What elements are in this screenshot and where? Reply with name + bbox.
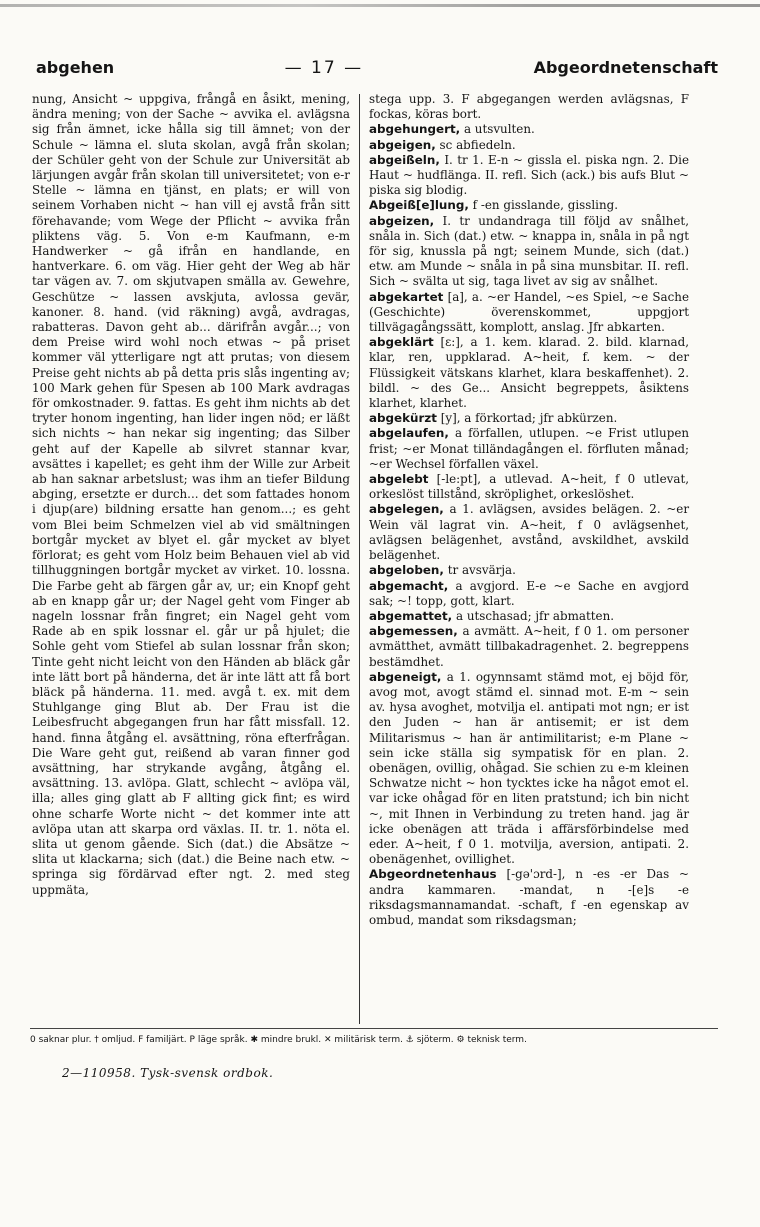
dictionary-entry: abgeneigt, a 1. ogynnsamt stämd mot, ej böjd för, avog mot, avogt stämd el. sinnad mot. E-m ~ sein av. hysa avoghet, motvilja el. antipati mot ngn; er ist den Juden ~ han är antisemit; er ist dem Militarismus ~ han är antimilitarist; e-m Plane ~ sein icke ställa sig sympatisk för en plan. 2. obenägen, ovillig, ohågad. Sie schien zu e-m kleinen Schwatze nicht ~ hon tycktes icke ha något emot el. var icke ohågad för en liten pratstund; ich bin nicht ~, mit Ihnen in Verbindung zu treten hand. jag är icke obenägen att träda i affärsförbindelse med eder. A~heit, f 0 1. motvilja, aversion, antipati. 2. obenägenhet, ovillighet. [369, 669, 689, 867]
header-right-entry: Abgeordnetenschaft [533, 58, 718, 77]
printer-imprint: 2—110958. Tysk-svensk ordbok. [62, 1066, 274, 1080]
dictionary-entry: Abgeordnetenhaus [-gə'ɔrd-], n -es -er Das ~ andra kammaren. -mandat, n -[e]s -e riksdagsmannamandat. -schaft, f -en egenskap av ombud, mandat som riksdagsman; [369, 867, 690, 927]
dictionary-entry: abgehungert, a utsvulten. [369, 122, 535, 137]
dictionary-entry: stega upp. 3. F abgegangen werden avlägsnas, F fockas, köras bort. [369, 92, 689, 122]
dictionary-entry: abgeklärt [ɛ:], a 1. kem. klarad. 2. bild. klarnad, klar, ren, uppklarad. A~heit, f. kem. ~ der Flüssigkeit vätskans klarhet, klara beskaffenhet). 2. bildl. ~ des Ge... Ansicht begreppets, åsiktens klarhet, klarhet. [369, 335, 689, 411]
column-divider [359, 94, 360, 1024]
running-header [36, 58, 718, 84]
page-number: — 17 — [284, 58, 364, 78]
dictionary-entry: abgeißeln, I. tr 1. E-n ~ gissla el. piska ngn. 2. Die Haut ~ hudflänga. II. refl. Sich (ack.) bis aufs Blut ~ piska sig blodig. [369, 152, 689, 198]
dictionary-entry: abgeigen, sc abfiedeln. [369, 137, 516, 152]
left-column [32, 92, 350, 898]
dictionary-entry: Abgeiß[e]lung, f -en gisslande, gissling. [369, 198, 618, 213]
dictionary-entry: abgelaufen, a förfallen, utlupen. ~e Frist utlupen frist; ~er Monat tilländagången el. förfluten månad; ~er Wechsel förfallen växel. [369, 426, 690, 471]
top-edge-rule [0, 4, 760, 7]
left-column-text: nung, Ansicht ~ uppgiva, frångå en åsikt, mening, ändra mening; von der Sache ~ avvika el. avlägsna sig från ämnet, icke hålla sig till ämnet; von der Schule ~ lämna el. sluta skolan, avgå från skolan; der Schüler geht von der Schule zur Universität ab lärjungen avgår från skolan till universitetet; von e-r Stelle ~ lämna en tjänst, en plats; er will von seinem Vorhaben nicht ~ han vill ej avstå från sitt förehavande; vom Wege der Pflicht ~ avvika från pliktens väg. 5. Von e-m Kaufmann, e-m Handwerker ~ gå ifrån en handlande, en hantverkare. 6. om väg. Hier geht der Weg ab här tar vägen av. 7. om skjutvapen smälla av. Gewehre, Geschütze ~ lassen avskjuta, avlossa gevär, kanoner. 8. hand. (vid räkning) avgå, avdragas, rabatteras. Davon geht ab... därifrån avgår...; von dem Preise wird wohl noch etwas ~ på priset kommer väl ytterligare ngt att prutas; von diesem Preise geht nichts ab på detta pris slås ingenting av; 100 Mark gehen für Spesen ab 100 Mark avdragas för omkostnader. 9. fattas. Es geht ihm nichts ab det tryter honom ingenting, han lider ingen nöd; er läßt sich nichts ~ han nekar sig ingenting; das Silber geht auf der Kapelle ab silvret stannar kvar, avsättes i kapellet; es geht ihm der Wille zur Arbeit ab han saknar arbetslust; was ihm an tiefer Bildung abging, ersetzte er durch... det som fattades honom i djup(are) bildning ersatte han genom...; es geht vom Blei beim Schmelzen viel ab vid smältningen bortgår mycket av blyet el. går mycket av blyet förlorat; es geht vom Holz beim Behauen viel ab vid tillhuggningen bortgår mycket av virket. 10. lossna. Die Farbe geht ab färgen går av, ur; ein Knopf geht ab en knapp går ur; der Nagel geht vom Finger ab nageln lossnar från fingret; ein Nagel geht vom Rade ab en spik lossnar el. går ur på hjulet; die Sohle geht vom Stiefel ab sulan lossnar från skon; Tinte geht nicht leicht von den Händen ab bläck går inte lätt bort på händerna, det är inte lätt att få bort bläck på händerna. 11. med. avgå t. ex. mit dem Stuhlgange ging Blut ab. Der Frau ist die Leibesfrucht abgegangen frun har fått missfall. 12. hand. finna åtgång el. avsättning, röna efterfrågan. Die Ware geht gut, reißend ab varan finner god avsättning, har strykande avgång, åtgång el. avsättning. 13. avlöpa. Glatt, schlecht ~ avlöpa väl, illa; alles ging glatt ab F allting gick fint; es wird ohne scharfe Worte nicht ~ det kommer inte att avlöpa utan att skarpa ord växlas. II. tr. 1. nöta el. slita ut genom gående. Sich (dat.) die Absätze ~ slita ut klackarna; sich (dat.) die Beine nach etw. ~ springa sig fördärvad efter ngt. 2. med steg uppmäta, [32, 92, 350, 897]
dictionary-entry: abgekürzt [y], a förkortad; jfr abkürzen. [369, 411, 618, 426]
dictionary-entry: abgemacht, a avgjord. E-e ~e Sache en avgjord sak; ~! topp, gott, klart. [369, 578, 689, 608]
dictionary-entry: abgelebt [-le:pt], a utlevad. A~heit, f 0 utlevat, orkeslöst tillstånd, skröplighet, orkeslöshet. [369, 472, 690, 502]
dictionary-entry: abgekartet [a], a. ~er Handel, ~es Spiel, ~e Sache (Geschichte) överenskommet, uppgjort tillvägagångssätt, komplott, anslag. Jfr abkarten. [369, 289, 689, 335]
abbreviation-legend: 0 saknar plur. † omljud. F familjärt. P läge språk. ✱ mindre brukl. ✕ militärisk term. ⚓ sjöterm. ⚙ teknisk term. [30, 1035, 527, 1045]
dictionary-entry: abgeizen, I. tr undandraga till följd av snålhet, snåla in. Sich (dat.) etw. ~ knappa in, snåla in på ngt för sig, knussla på ngt; seinem Munde, sich (dat.) etw. am Munde ~ snåla in på sina munsbitar. II. refl. Sich ~ svälta ut sig, taga livet av sig av snålhet. [369, 213, 689, 289]
footnote-rule [30, 1028, 718, 1029]
right-column [369, 92, 689, 928]
dictionary-entry: abgeloben, tr avsvärja. [369, 563, 516, 578]
dictionary-entry: abgelegen, a 1. avlägsen, avsides belägen. 2. ~er Wein väl lagrat vin. A~heit, f 0 avlägsenhet, avlägsen belägenhet, avstånd, avskildhet, avskild belägenhet. [369, 502, 690, 563]
dictionary-entry: abgemattet, a utschasad; jfr abmatten. [369, 608, 615, 623]
dictionary-entry: abgemessen, a avmätt. A~heit, f 0 1. om personer avmätthet, avmätt tillbakadragenhet. 2. begreppens bestämdhet. [369, 624, 689, 669]
header-left-entry: abgehen [36, 58, 115, 77]
